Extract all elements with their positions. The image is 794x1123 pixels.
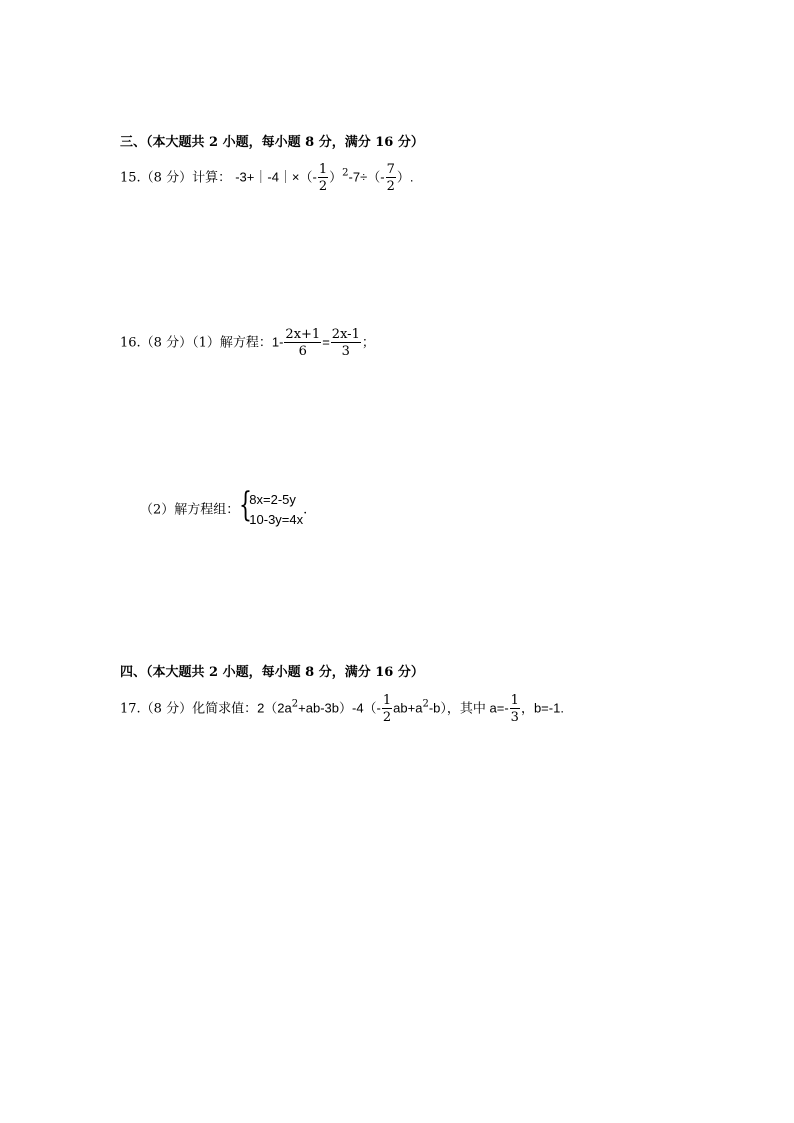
question-17-expr-d: -b），其中 a=- [428, 700, 509, 716]
question-15-fraction-1 [318, 163, 328, 193]
fraction-denominator: 2 [318, 179, 328, 194]
question-16-equals: = [322, 334, 330, 350]
question-16-part-2-tail: . [303, 502, 308, 518]
question-17-expr-b: +ab-3b）-4（- [298, 700, 381, 716]
fraction-denominator: 6 [298, 344, 307, 359]
equation-system [239, 485, 304, 530]
question-17-exponent-1: 2 [291, 698, 299, 710]
question-15-tail: ）. [396, 169, 414, 185]
question-17-fraction-2 [510, 694, 520, 724]
fraction-numerator: 2x+1 [285, 327, 321, 342]
question-17-expr-a: 2（2a [257, 700, 292, 716]
question-17-expr-e: ，b=-1. [520, 700, 564, 716]
fraction-denominator: 3 [341, 344, 350, 359]
question-16-lead: 1- [271, 334, 284, 350]
question-16-prefix: 16.（8 分）（1）解方程： [120, 335, 272, 351]
question-15-exponent: 2 [342, 167, 349, 179]
question-16-part-1 [120, 328, 375, 358]
question-16-fraction-1 [284, 328, 321, 358]
fraction-numerator: 7 [386, 162, 395, 177]
question-17-expr-c: ab+a [393, 700, 423, 716]
question-15-fraction-2 [386, 163, 396, 193]
question-15-prefix: 15.（8 分）计算： [120, 170, 232, 186]
question-17 [120, 694, 564, 724]
question-16-part-2 [140, 485, 308, 530]
fraction-numerator: 2x-1 [331, 327, 360, 342]
question-17-fraction-1 [382, 694, 392, 724]
fraction-numerator: 1 [510, 693, 519, 708]
system-equation-1: 8x=2-5y [249, 492, 296, 507]
section-3-heading: 三、（本大题共 2 小题，每小题 8 分，满分 16 分） [120, 135, 424, 150]
question-17-exponent-2: 2 [422, 698, 429, 710]
fraction-denominator: 2 [386, 179, 395, 194]
question-15-close-paren: ） [329, 169, 343, 185]
question-15-expr-part2: -7÷（- [348, 169, 385, 185]
question-17-prefix: 17.（8 分）化简求值： [120, 701, 258, 717]
question-16-tail: ； [361, 335, 375, 351]
system-equation-2: 10-3y=4x [249, 512, 304, 527]
question-16-part-2-prefix: （2）解方程组： [140, 502, 240, 518]
question-15-expr-part1: -3+｜-4｜×（- [235, 169, 317, 185]
fraction-numerator: 1 [382, 693, 392, 708]
question-15 [120, 163, 413, 193]
fraction-numerator: 1 [318, 162, 328, 177]
fraction-denominator: 2 [382, 710, 392, 725]
section-4-heading: 四、（本大题共 2 小题，每小题 8 分，满分 16 分） [120, 665, 424, 680]
left-brace-icon: { [239, 485, 253, 525]
question-16-fraction-2 [331, 328, 361, 358]
fraction-denominator: 3 [510, 710, 519, 725]
